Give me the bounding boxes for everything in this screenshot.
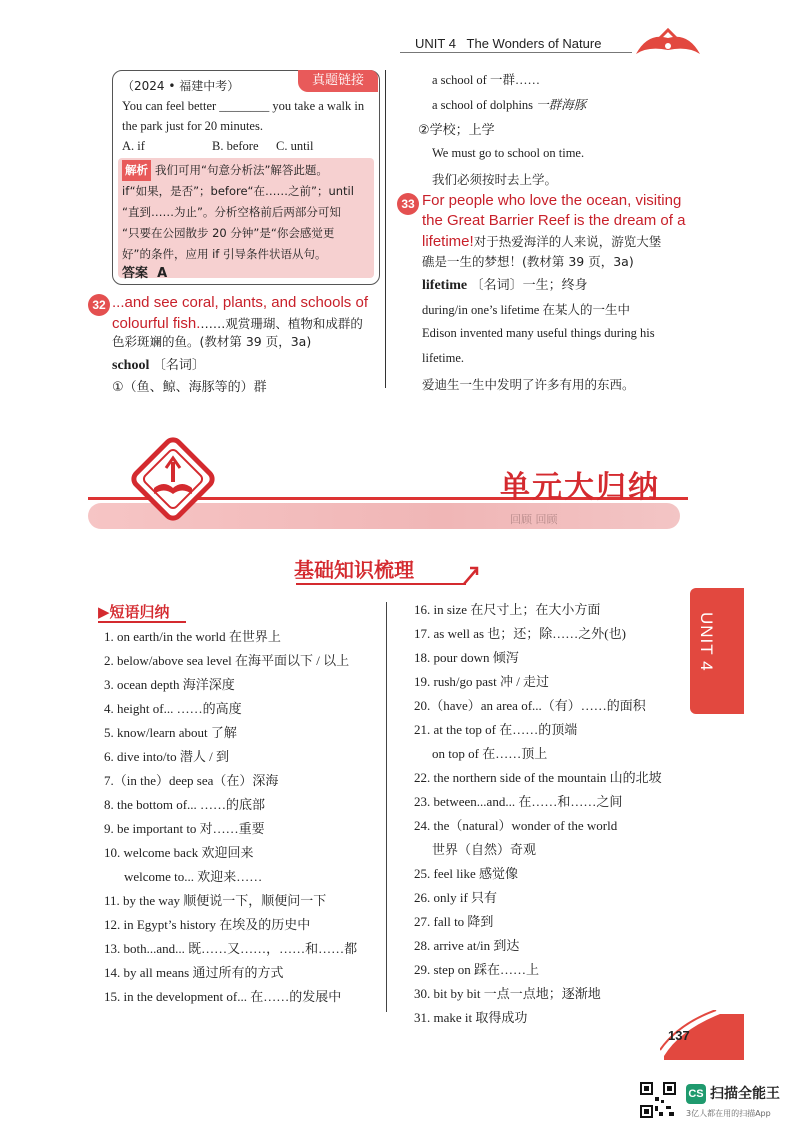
answer-value: A	[157, 266, 168, 281]
section-subhead: 基础知识梳理	[294, 558, 414, 582]
phrase-item: 30. bit by bit 一点一点地；逐渐地	[414, 986, 601, 1001]
phrase-item: welcome to... 欢迎来……	[124, 869, 263, 884]
phrase-item: 23. between...and... 在……和……之间	[414, 794, 623, 809]
unit-summary-title: 单元大归纳	[500, 470, 660, 505]
scanner-tagline: 3亿人都在用的扫描App	[686, 1109, 771, 1118]
item32-chinese: ……观赏珊瑚、植物和成群的	[200, 316, 363, 331]
subhead-underline	[296, 583, 466, 585]
scanner-logo: CS	[686, 1084, 706, 1104]
item32-word-line	[112, 354, 205, 374]
phrase-item: 12. in Egypt’s history 在埃及的历史中	[104, 917, 311, 932]
phrase-item: 7.（in the）deep sea（在）深海	[104, 773, 279, 788]
book-emblem-icon	[628, 24, 708, 64]
open-book-diamond-icon	[124, 430, 222, 528]
lifetime-phrase: during/in one’s lifetime 在某人的一生中	[422, 303, 630, 317]
answer-label: 答案	[122, 266, 149, 281]
keyword-lifetime: lifetime	[422, 278, 468, 293]
item32-line2	[112, 314, 363, 333]
header-unit: UNIT 4	[415, 36, 456, 51]
phrase-item: 10. welcome back 欢迎回来	[104, 845, 254, 860]
phrase-item: 27. fall to 降到	[414, 914, 494, 929]
analysis-label: 解析	[122, 160, 151, 181]
phrase-item: 24. the（natural）wonder of the world	[414, 818, 618, 833]
phrase-item: 22. the northern side of the mountain 山的北坡	[414, 770, 662, 785]
right-line-2	[432, 95, 586, 113]
phrase-item: 29. step on 踩在……上	[414, 962, 539, 977]
item32-chinese-2: 色彩斑斓的鱼。(教材第 39 页，3a)	[112, 334, 312, 349]
item-number-badge: 33	[397, 193, 419, 215]
column-divider	[385, 70, 386, 388]
phrase-item: 26. only if 只有	[414, 890, 498, 905]
phrase-item: 25. feel like 感觉像	[414, 866, 518, 881]
arrow-up-right-icon	[462, 564, 480, 586]
question-stem-2: the park just for 20 minutes.	[122, 119, 263, 133]
item33-english: For people who love the ocean, visiting	[422, 192, 682, 209]
analysis-line: “只要在公园散步 20 分钟”是“你会感觉更	[122, 226, 335, 240]
header-title: The Wonders of Nature	[466, 36, 602, 51]
phrase-item: 5. know/learn about 了解	[104, 725, 237, 740]
phrase-item: 6. dive into/to 潜人 / 到	[104, 749, 229, 764]
real-exam-tab: 真题链接	[298, 70, 378, 92]
item33-word-line	[422, 274, 588, 294]
phrase-item: 13. both...and... 既……又……，……和……都	[104, 941, 358, 956]
lifetime-example-2: lifetime.	[422, 351, 464, 365]
part-of-speech: 〔名词〕一生；终身	[470, 278, 588, 293]
item32-english-2: colourful fish.	[112, 315, 201, 332]
section-title-underline	[98, 621, 186, 623]
analysis-text	[122, 160, 374, 265]
analysis-line: 好”的条件，应用 if 引导条件状语从句。	[122, 247, 327, 261]
question-source: （2024 • 福建中考）	[122, 79, 240, 93]
phrase-item: 1. on earth/in the world 在世界上	[104, 629, 281, 644]
example-translation: 一群海豚	[536, 97, 587, 112]
option-b: B. before	[212, 139, 259, 153]
part-of-speech: 〔名词〕	[152, 358, 205, 373]
lifetime-translation: 爱迪生一生中发明了许多有用的东西。	[422, 377, 635, 392]
header-rule	[400, 52, 632, 53]
phrase-item: 19. rush/go past 冲 / 走过	[414, 674, 550, 689]
sense-2: ②学校；上学	[418, 123, 495, 138]
phrase-item: 15. in the development of... 在……的发展中	[104, 989, 342, 1004]
example-translation-2: 我们必须按时去上学。	[432, 172, 558, 187]
right-line-1: a school of 一群……	[432, 73, 540, 87]
phrases-section-title: ▶短语归纳	[98, 603, 170, 621]
example-sentence: We must go to school on time.	[432, 146, 585, 160]
analysis-line: if“如果，是否”；before“在……之前”；until	[122, 184, 354, 198]
phrase-item: 2. below/above sea level 在海平面以下 / 以上	[104, 653, 350, 668]
phrase-item: 28. arrive at/in 到达	[414, 938, 520, 953]
phrase-item: 16. in size 在尺寸上；在大小方面	[414, 602, 601, 617]
phrase-item: 17. as well as 也；还；除……之外(也)	[414, 626, 626, 641]
sense-1: ①（鱼、鲸、海豚等的）群	[112, 380, 267, 395]
analysis-line: “直到……为止”。分析空格前后两部分可知	[122, 205, 341, 219]
running-header	[415, 36, 601, 51]
phrase-item: 8. the bottom of... ……的底部	[104, 797, 266, 812]
side-tab-label: UNIT 4	[697, 612, 716, 672]
option-a: A. if	[122, 139, 145, 153]
page-number: 137	[668, 1028, 690, 1043]
phrase-item: 18. pour down 倾泻	[414, 650, 519, 665]
phrase-item: 3. ocean depth 海洋深度	[104, 677, 235, 692]
phrase-item: 14. by all means 通过所有的方式	[104, 965, 284, 980]
analysis-line: 我们可用“句意分析法”解答此题。	[155, 163, 328, 177]
keyword-school: school	[112, 358, 150, 373]
phrase-list-right	[414, 598, 662, 1030]
phrase-item: 21. at the top of 在……的顶端	[414, 722, 578, 737]
phrase-item: 31. make it 取得成功	[414, 1010, 528, 1025]
phrase-item: on top of 在……顶上	[432, 746, 548, 761]
phrase-item: 世界（自然）奇观	[432, 842, 537, 857]
item-number-badge: 32	[88, 294, 110, 316]
answer-line	[122, 262, 167, 281]
lifetime-example: Edison invented many useful things during his	[422, 326, 655, 340]
qr-code-icon	[640, 1082, 676, 1118]
question-stem: You can feel better ________ you take a walk in	[122, 99, 365, 113]
item33-english-2: the Great Barrier Reef is the dream of a	[422, 212, 686, 229]
phrase-item: 20.（have）an area of...（有）……的面积	[414, 698, 646, 713]
phrase-column-divider	[386, 602, 387, 1012]
item33-line3	[422, 232, 661, 251]
phrase-item: 9. be important to 对……重要	[104, 821, 265, 836]
item33-chinese: 对于热爱海洋的人来说，游览大堡	[473, 234, 662, 249]
item32-english: ...and see coral, plants, and schools of	[112, 294, 368, 311]
scanner-name: 扫描全能王	[710, 1086, 780, 1102]
option-c: C. until	[276, 139, 314, 153]
example-phrase: a school of dolphins	[432, 98, 534, 112]
item33-english-3: lifetime!	[422, 233, 474, 250]
item33-chinese-2: 礁是一生的梦想！(教材第 39 页，3a)	[422, 254, 634, 269]
banner-watermark: 回顾 回顾	[510, 513, 558, 526]
phrase-item: 4. height of... ……的高度	[104, 701, 242, 716]
phrase-item: 11. by the way 顺便说一下，顺便问一下	[104, 893, 327, 908]
phrase-list-left	[104, 625, 357, 1009]
